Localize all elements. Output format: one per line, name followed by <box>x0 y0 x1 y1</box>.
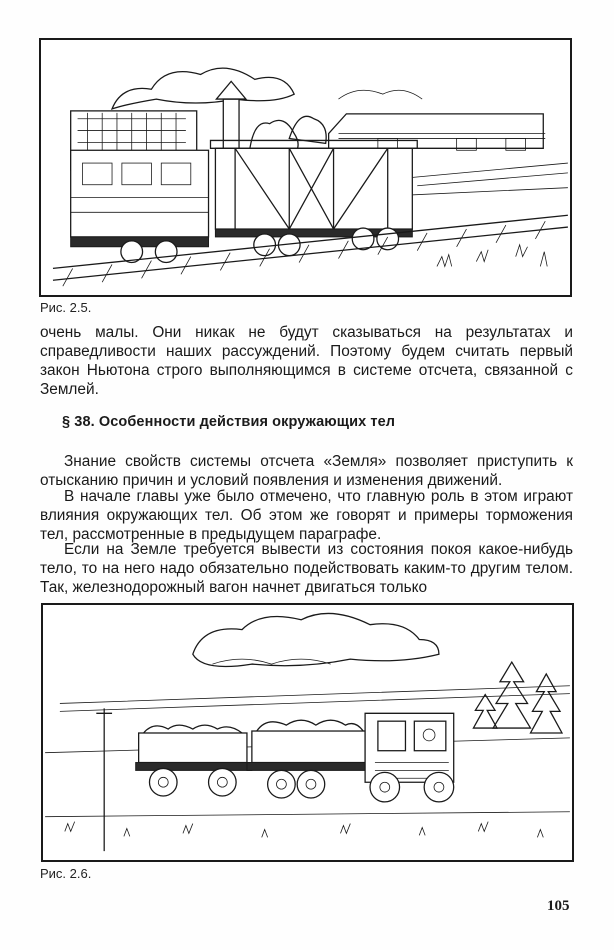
wheel <box>424 772 454 802</box>
cloud <box>112 68 294 109</box>
cab-window <box>414 721 446 751</box>
figure-truck <box>41 603 574 862</box>
paragraph: В начале главы уже было отмечено, что главную роль в этом играют влияния окружающих тел. Об этом же говорят и примеры торможения тел, рассмотренные в предыдущем параграфе. <box>40 488 573 543</box>
figure-railway <box>39 38 572 297</box>
tree <box>289 116 326 143</box>
paragraph: Знание свойств системы отсчета «Земля» позволяет приступить к отысканию причин и условий появления и изменения движений. <box>40 453 573 489</box>
wheel <box>209 768 237 796</box>
truck-illustration <box>43 605 572 860</box>
wheel <box>370 772 400 802</box>
truck-bed <box>252 731 365 763</box>
wheel <box>268 770 296 798</box>
trailer <box>139 733 247 763</box>
paragraph: очень малы. Они никак не будут сказываться на результатах и справедливости наших рассуждений. Поэтому будем считать первый закон Ньютона строго выполняющимся в системе отсчета, связанной с Землей. <box>40 324 573 398</box>
cloud <box>212 659 330 664</box>
spruce-tree <box>531 674 563 733</box>
wheel <box>149 768 177 796</box>
freight-car <box>215 148 412 229</box>
spruce-tree <box>473 695 497 728</box>
paragraph: Если на Земле требуется вывести из состояния покоя какое-нибудь тело, то на него надо обязательно подействовать каким-то другим телом. Так, железнодорожный вагон начнет двигаться только <box>40 541 573 596</box>
section-heading: § 38. Особенности действия окружающих тел <box>62 414 396 430</box>
cab-window <box>378 721 406 751</box>
cloud <box>193 613 439 666</box>
cloud <box>338 90 422 99</box>
figure-caption: Рис. 2.6. <box>40 866 92 881</box>
warehouse <box>329 114 544 148</box>
railway-illustration <box>41 40 570 295</box>
wheel <box>352 228 374 250</box>
wheel <box>254 234 276 256</box>
figure-caption: Рис. 2.5. <box>40 300 92 315</box>
wheel <box>297 770 325 798</box>
page-number: 105 <box>547 898 570 914</box>
